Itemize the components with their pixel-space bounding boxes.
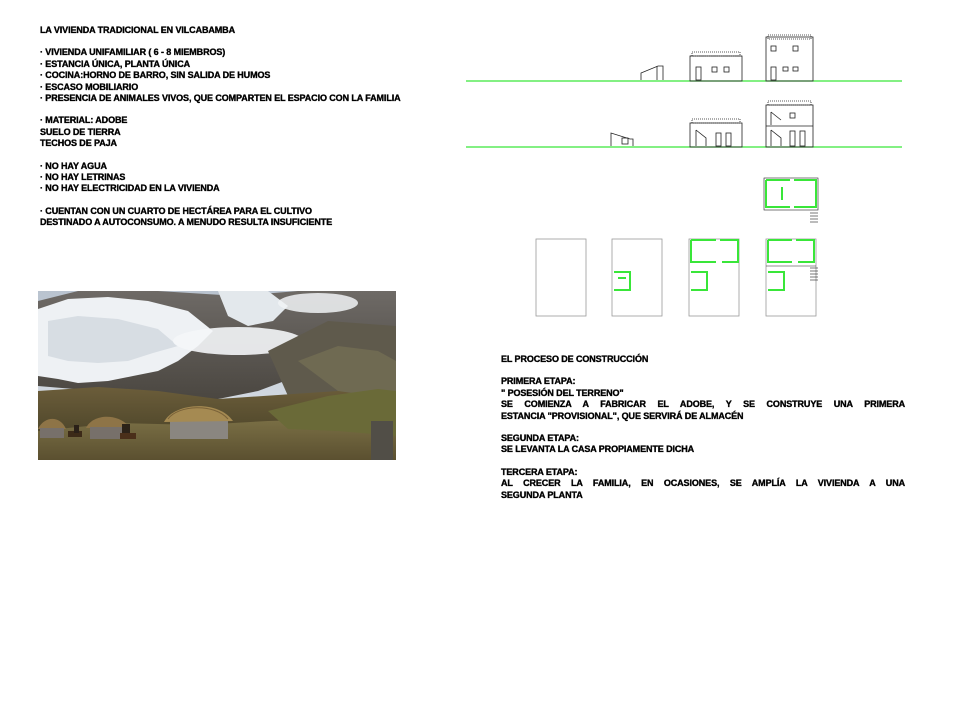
ground-plans <box>536 239 818 316</box>
stage-text: " POSESIÓN DEL TERRENO" <box>501 387 624 398</box>
section-stage-1 <box>611 133 633 146</box>
feature-item: · ESCASO MOBILIARIO <box>40 81 139 92</box>
plot-stage-2 <box>689 239 739 316</box>
elevation-stage-3 <box>766 35 813 81</box>
section-title: EL PROCESO DE CONSTRUCCIÓN <box>501 354 649 364</box>
stage-heading: SEGUNDA ETAPA: <box>501 433 579 444</box>
stage-text: SE LEVANTA LA CASA PROPIAMENTE DICHA <box>501 444 695 455</box>
service-item: · NO HAY LETRINAS <box>40 172 126 183</box>
plan-stage-3 <box>768 240 814 290</box>
elevation-row-2 <box>466 101 902 147</box>
service-item: · NO HAY ELECTRICIDAD EN LA VIVIENDA <box>40 183 220 194</box>
stage-heading: PRIMERA ETAPA: <box>501 376 576 387</box>
feature-item: · ESTANCIA ÚNICA, PLANTA ÚNICA <box>40 58 190 69</box>
stage-text: SE COMIENZA A FABRICAR EL ADOBE, Y SE CONSTRUYE UNA PRIMERA <box>501 399 905 410</box>
plan-stage-1 <box>614 272 630 290</box>
elevation-row-1 <box>466 35 902 81</box>
landscape-photo <box>38 291 396 460</box>
stage-heading: TERCERA ETAPA: <box>501 466 578 477</box>
feature-item: · PRESENCIA DE ANIMALES VIVOS, QUE COMPARTEN EL ESPACIO CON LA FAMILIA <box>40 93 401 104</box>
section-stage-2 <box>690 119 742 147</box>
plot-empty <box>536 239 586 316</box>
housing-description <box>40 25 440 229</box>
land-item: · CUENTAN CON UN CUARTO DE HECTÁREA PARA EL CULTIVO <box>40 205 312 216</box>
elevation-stage-1 <box>641 66 663 80</box>
construction-diagrams <box>460 30 920 330</box>
material-item: TECHOS DE PAJA <box>40 138 117 149</box>
section-title: LA VIVIENDA TRADICIONAL EN VILCABAMBA <box>40 25 235 35</box>
elevation-stage-2 <box>690 52 742 81</box>
material-item: · MATERIAL: ADOBE <box>40 115 128 126</box>
material-item: SUELO DE TIERRA <box>40 126 121 137</box>
section-stage-3 <box>766 101 813 147</box>
feature-item: · VIVIENDA UNIFAMILIAR ( 6 - 8 MIEMBROS) <box>40 47 226 58</box>
plan-stage-2 <box>691 240 738 290</box>
upper-floor-plan <box>764 178 818 222</box>
plot-stage-3 <box>766 239 816 316</box>
construction-process <box>501 354 905 501</box>
service-item: · NO HAY AGUA <box>40 160 107 171</box>
stage-text: SEGUNDA PLANTA <box>501 489 583 500</box>
stage-text: ESTANCIA "PROVISIONAL", QUE SERVIRÁ DE ALMACÉN <box>501 410 744 421</box>
land-item: DESTINADO A AUTOCONSUMO. A MENUDO RESULTA INSUFICIENTE <box>40 217 333 228</box>
feature-item: · COCINA:HORNO DE BARRO, SIN SALIDA DE HUMOS <box>40 70 271 81</box>
stage-text: AL CRECER LA FAMILIA, EN OCASIONES, SE AMPLÍA LA VIVIENDA A UNA <box>501 478 905 489</box>
